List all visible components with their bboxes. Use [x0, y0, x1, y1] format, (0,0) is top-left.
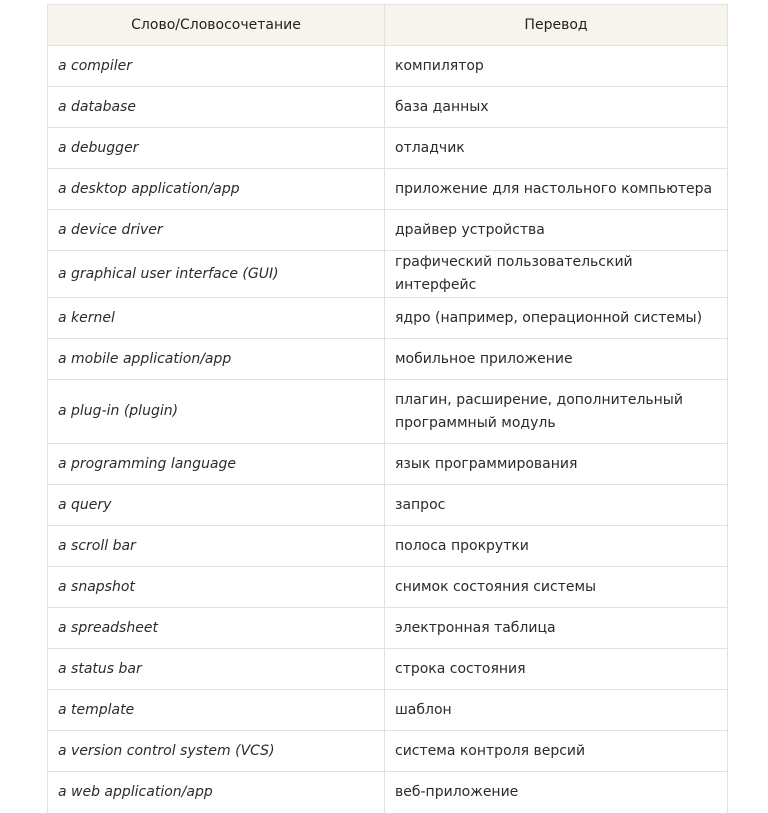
- translation-cell: плагин, расширение, дополнительный программный модуль: [385, 380, 728, 444]
- table-row: [48, 169, 728, 210]
- table-row: [48, 526, 728, 567]
- translation-cell: драйвер устройства: [385, 210, 728, 251]
- translation-cell: веб-приложение: [385, 772, 728, 813]
- table-row: [48, 772, 728, 813]
- translation-cell: отладчик: [385, 128, 728, 169]
- translation-cell: система контроля версий: [385, 731, 728, 772]
- translation-cell: компилятор: [385, 46, 728, 87]
- translation-cell: полоса прокрутки: [385, 526, 728, 567]
- term-cell: a spreadsheet: [48, 608, 385, 649]
- column-header-term: Слово/Словосочетание: [48, 5, 385, 46]
- translation-cell: база данных: [385, 87, 728, 128]
- translation-cell: снимок состояния системы: [385, 567, 728, 608]
- term-cell: a desktop application/app: [48, 169, 385, 210]
- term-cell: a query: [48, 485, 385, 526]
- table-row: [48, 298, 728, 339]
- table-row: [48, 444, 728, 485]
- term-cell: a graphical user interface (GUI): [48, 251, 385, 298]
- term-cell: a status bar: [48, 649, 385, 690]
- term-cell: a database: [48, 87, 385, 128]
- table-row: [48, 210, 728, 251]
- header-row: [48, 5, 728, 46]
- table-row: [48, 251, 728, 298]
- table-row: [48, 87, 728, 128]
- term-cell: a debugger: [48, 128, 385, 169]
- vocabulary-table-container: [47, 4, 727, 813]
- translation-cell: запрос: [385, 485, 728, 526]
- term-cell: a device driver: [48, 210, 385, 251]
- term-cell: a mobile application/app: [48, 339, 385, 380]
- table-row: [48, 608, 728, 649]
- table-row: [48, 339, 728, 380]
- term-cell: a programming language: [48, 444, 385, 485]
- table-row: [48, 46, 728, 87]
- table-row: [48, 485, 728, 526]
- translation-cell: приложение для настольного компьютера: [385, 169, 728, 210]
- table-row: [48, 731, 728, 772]
- column-header-translation: Перевод: [385, 5, 728, 46]
- term-cell: a plug-in (plugin): [48, 380, 385, 444]
- table-row: [48, 380, 728, 444]
- vocabulary-table: [47, 4, 728, 813]
- translation-cell: шаблон: [385, 690, 728, 731]
- term-cell: a template: [48, 690, 385, 731]
- term-cell: a snapshot: [48, 567, 385, 608]
- translation-cell: графический пользовательский интерфейс: [385, 251, 728, 298]
- table-row: [48, 567, 728, 608]
- table-row: [48, 690, 728, 731]
- translation-cell: электронная таблица: [385, 608, 728, 649]
- translation-cell: мобильное приложение: [385, 339, 728, 380]
- table-header: [48, 5, 728, 46]
- term-cell: a version control system (VCS): [48, 731, 385, 772]
- translation-cell: ядро (например, операционной системы): [385, 298, 728, 339]
- term-cell: a web application/app: [48, 772, 385, 813]
- term-cell: a scroll bar: [48, 526, 385, 567]
- term-cell: a compiler: [48, 46, 385, 87]
- table-row: [48, 649, 728, 690]
- table-row: [48, 128, 728, 169]
- translation-cell: строка состояния: [385, 649, 728, 690]
- table-body: [48, 46, 728, 813]
- term-cell: a kernel: [48, 298, 385, 339]
- translation-cell: язык программирования: [385, 444, 728, 485]
